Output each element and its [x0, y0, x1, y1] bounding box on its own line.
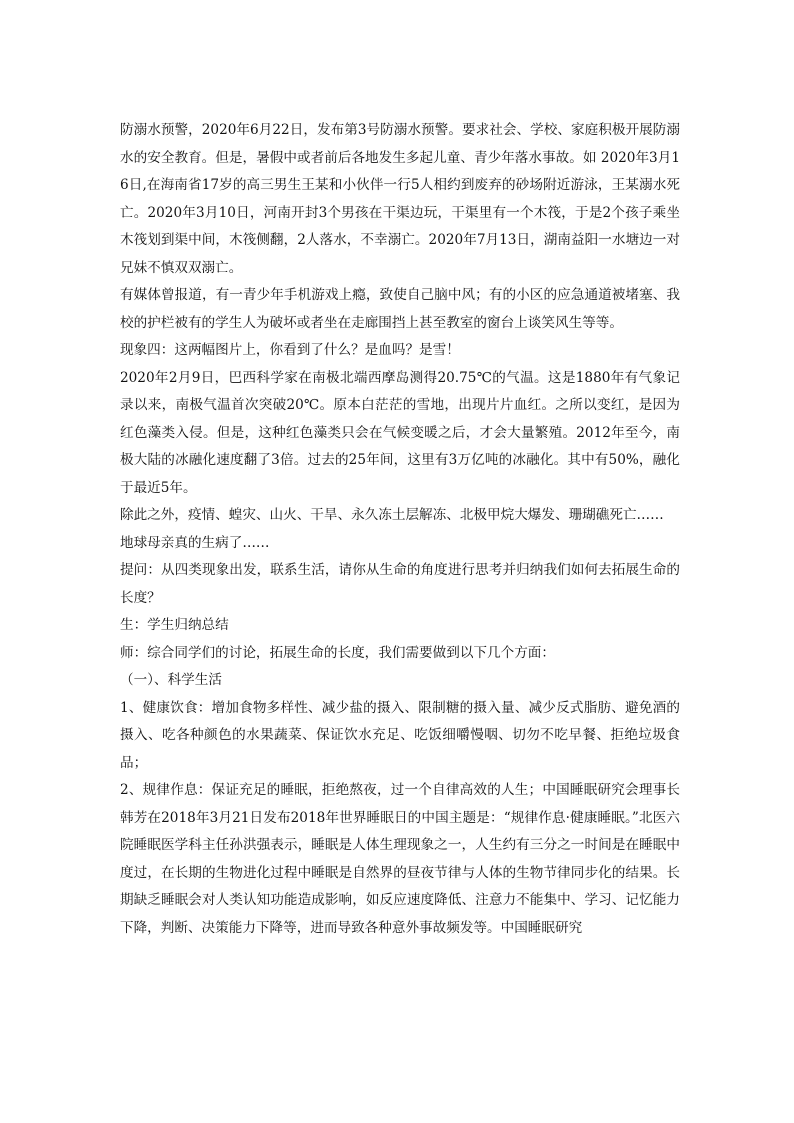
- paragraph-antarctic-temperature: 2020年2月9日，巴西科学家在南极北端西摩岛测得20.75℃的气温。这是1880年有气象记录以来，南极气温首次突破20℃。原本白茫茫的雪地，出现片片血红。之所以变红，是因为红色藻类入侵。但是，这种红色藻类只会在气候变暖之后，才会大量繁殖。2012年至今，南极大陆的冰融化速度翻了3倍。过去的25年间，这里有3万亿吨的冰融化。其中有50%，融化于最近5年。: [120, 369, 680, 496]
- document-body: [120, 117, 680, 942]
- paragraph-regular-schedule: 2、规律作息：保证充足的睡眠，拒绝熬夜，过一个自律高效的人生；中国睡眠研究会理事长韩芳在2018年3月21日发布2018年世界睡眠日的中国主题是：“规律作息·健康睡眠。”北医六院睡眠医学科主任孙洪强表示，睡眠是人体生理现象之一，人生约有三分之一时间是在睡眠中度过，在长期的生物进化过程中睡眠是自然界的昼夜节律与人体的生物节律同步化的结果。长期缺乏睡眠会对人类认知功能造成影响，如反应速度降低、注意力不能集中、学习、记忆能力下降，判断、决策能力下降等，进而导致各种意外事故频发等。中国睡眠研究: [120, 782, 680, 936]
- paragraph-drowning-warning: 防溺水预警，2020年6月22日，发布第3号防溺水预警。要求社会、学校、家庭积极开展防溺水的安全教育。但是，暑假中或者前后各地发生多起儿童、青少年落水事故。如 2020年3月16日,在海南省17岁的高三男生王某和小伙伴一行5人相约到废弃的砂场附近游泳，王某溺水死亡。2020年3月10日，河南开封3个男孩在干渠边玩，干渠里有一个木筏，于是2个孩子乘坐木筏划到渠中间，木筏侧翻，2人落水，不幸溺亡。2020年7月13日，湖南益阳一水塘边一对兄妹不慎双双溺亡。: [120, 122, 680, 276]
- paragraph-earth-sick: 地球母亲真的生病了……: [120, 534, 270, 551]
- paragraph-phenomenon-four: 现象四：这两幅图片上，你看到了什么？是血吗？是雪！: [120, 342, 460, 358]
- paragraph-teacher-summary: 师：综合同学们的讨论，拓展生命的长度，我们需要做到以下几个方面：: [120, 644, 555, 661]
- paragraph-healthy-diet: 1、健康饮食：增加食物多样性、减少盐的摄入、限制糖的摄入量、减少反式脂肪、避免酒的摄入、吃各种颜色的水果蔬菜、保证饮水充足、吃饭细嚼慢咽、切勿不吃早餐、拒绝垃圾食品；: [120, 699, 680, 771]
- paragraph-question: 提问：从四类现象出发，联系生活，请你从生命的角度进行思考并归纳我们如何去拓展生命的长度？: [120, 562, 680, 606]
- paragraph-other-disasters: 除此之外，疫情、蝗灾、山火、干旱、永久冻土层解冻、北极甲烷大爆发、珊瑚礁死亡……: [120, 507, 664, 523]
- paragraph-media-report: 有媒体曾报道，有一青少年手机游戏上瘾，致使自己脑中风；有的小区的应急通道被堵塞、我校的护栏被有的学生人为破坏或者坐在走廊围挡上甚至教室的窗台上谈笑风生等等。: [120, 287, 680, 331]
- paragraph-student-summary: 生：学生归纳总结: [120, 617, 229, 633]
- section-heading-scientific-living: （一）、科学生活: [120, 672, 222, 688]
